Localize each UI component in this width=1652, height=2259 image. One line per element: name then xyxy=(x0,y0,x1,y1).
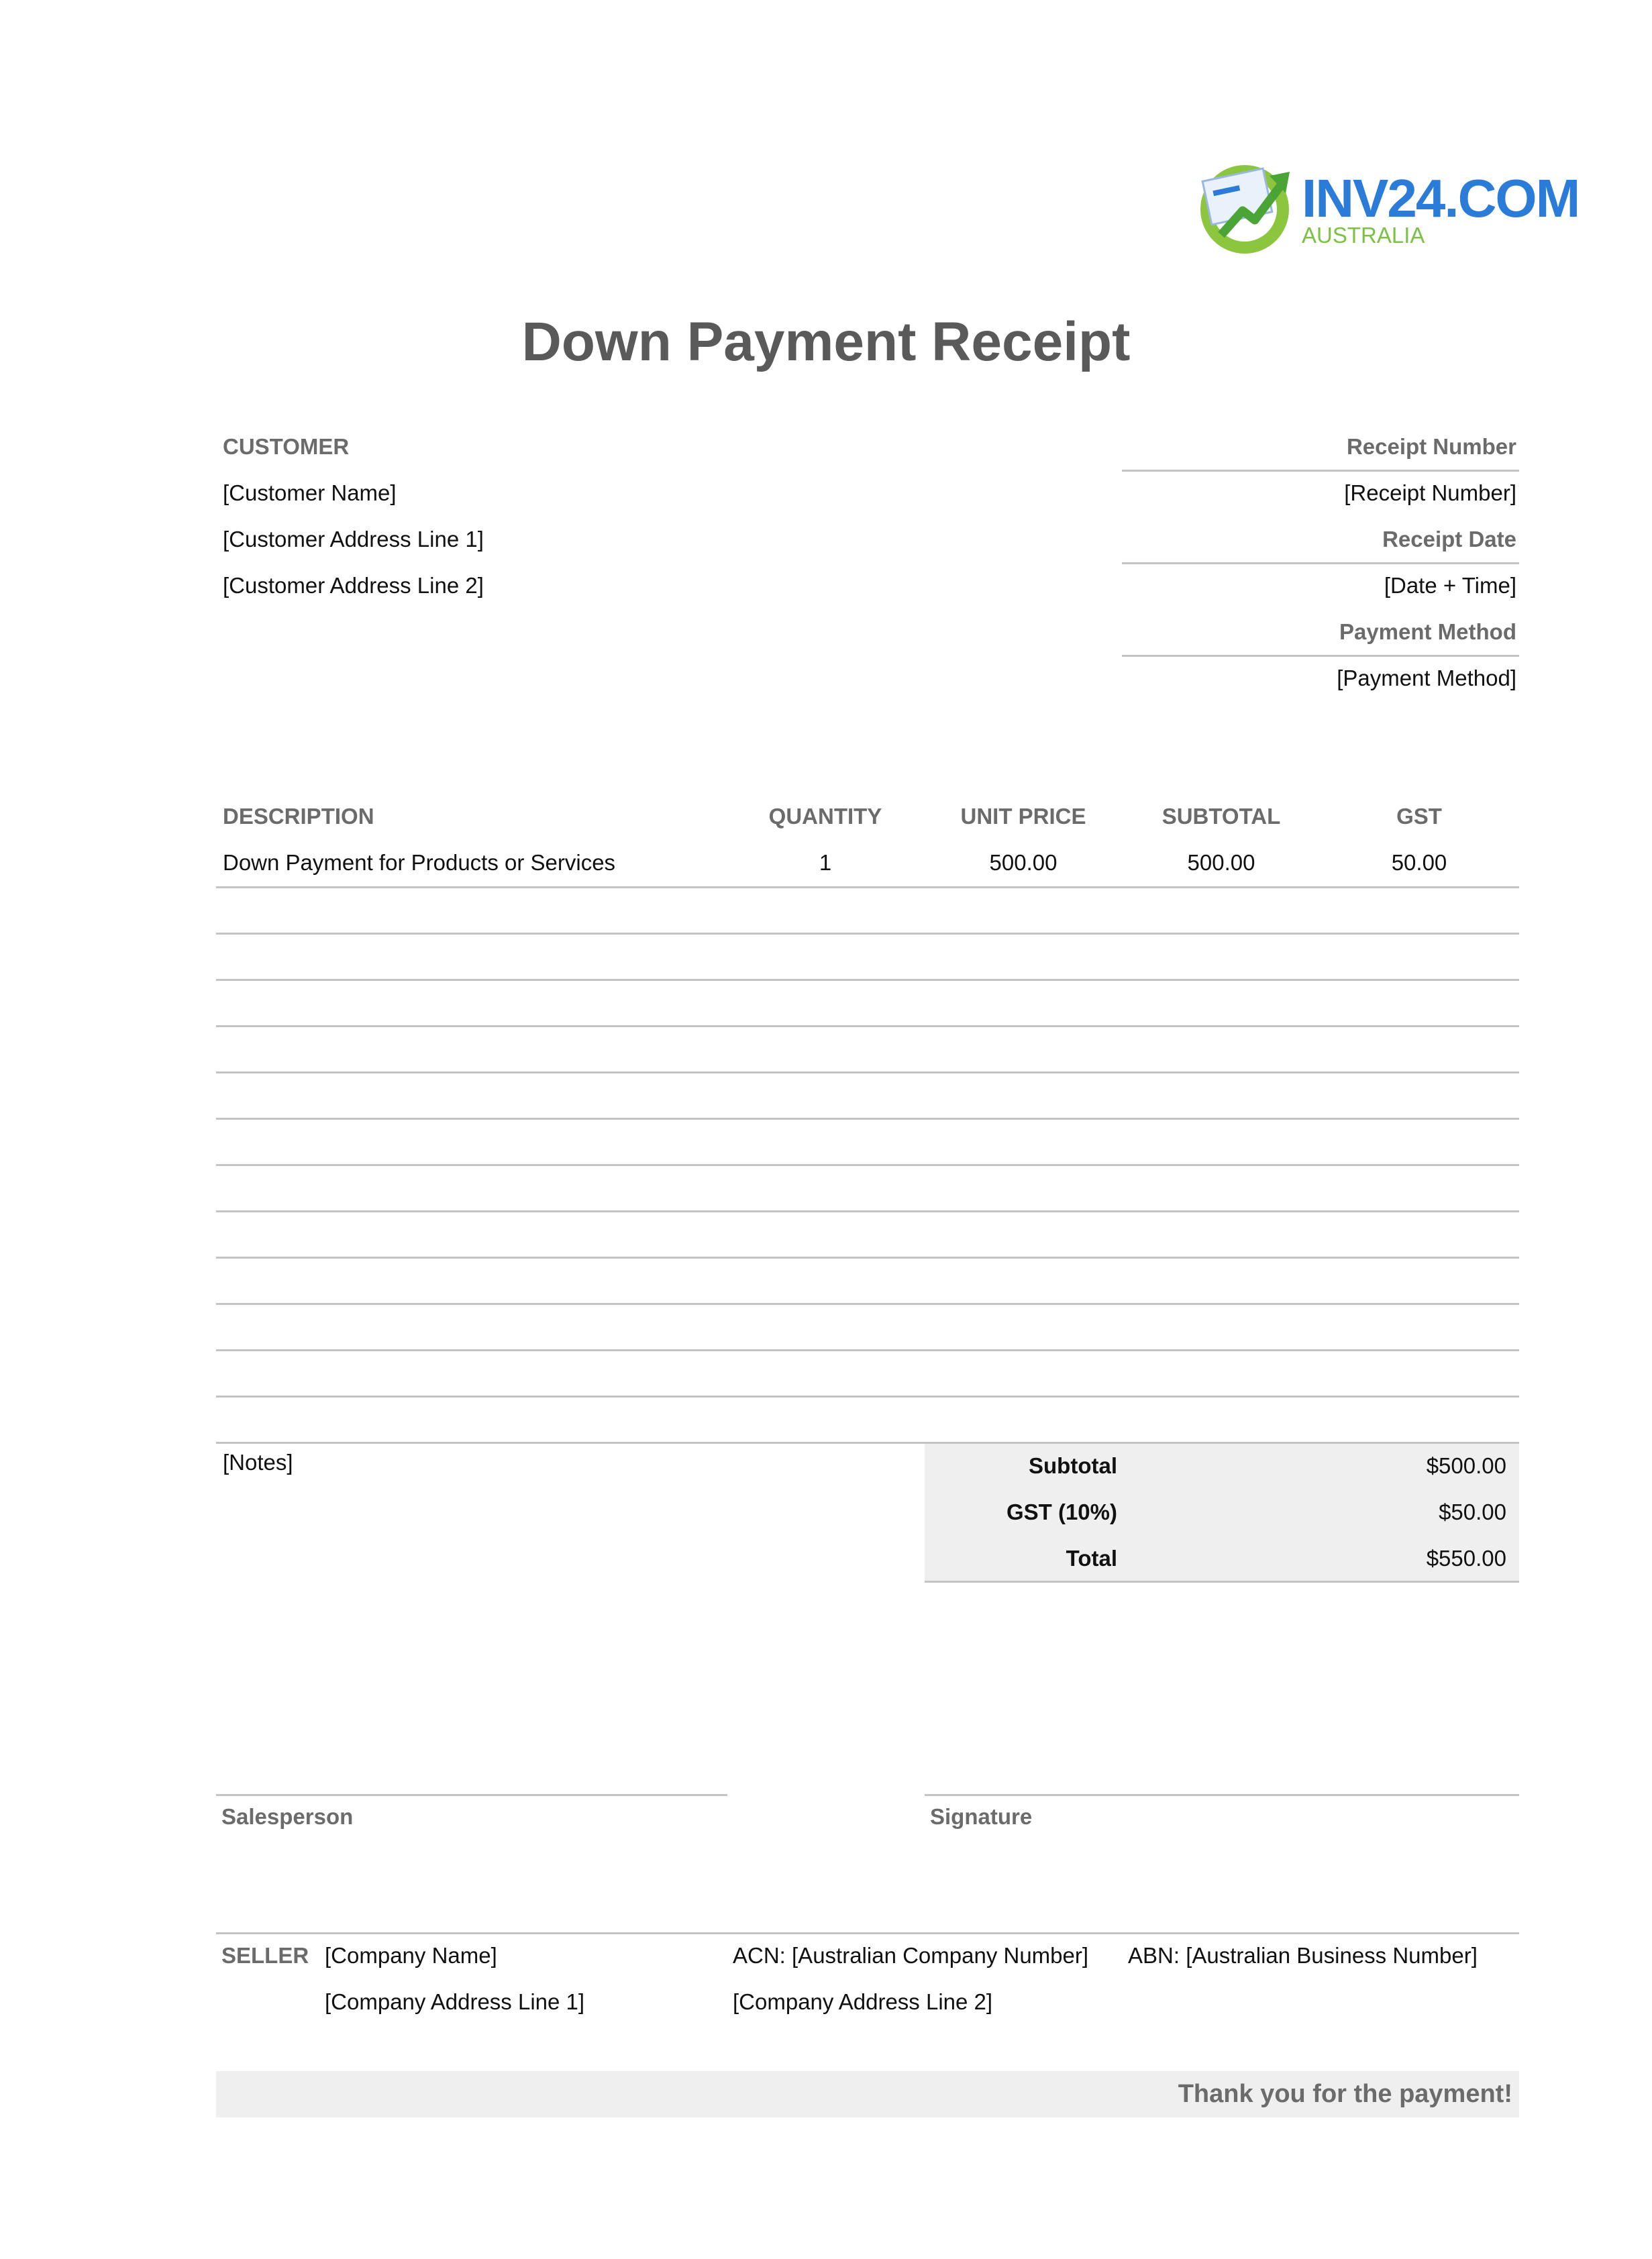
salesperson-label: Salesperson xyxy=(221,1804,354,1829)
row-divider xyxy=(216,1396,1519,1398)
payment-method-label: Payment Method xyxy=(1339,619,1516,644)
company-address-line-1: [Company Address Line 1] xyxy=(325,1989,585,2014)
signature-line xyxy=(925,1794,1519,1796)
page-title: Down Payment Receipt xyxy=(521,311,1131,372)
row-divider xyxy=(216,933,1519,935)
customer-heading: CUSTOMER xyxy=(223,434,350,459)
notes: [Notes] xyxy=(223,1450,293,1475)
row-subtotal: 500.00 xyxy=(1187,850,1255,875)
company-address-line-2: [Company Address Line 2] xyxy=(733,1989,993,2014)
row-divider xyxy=(216,886,1519,888)
column-header-description: DESCRIPTION xyxy=(223,804,374,829)
row-divider xyxy=(216,1257,1519,1259)
thank-you-message: Thank you for the payment! xyxy=(1178,2080,1512,2108)
total-label: Total xyxy=(1066,1546,1117,1571)
receipt-date-label: Receipt Date xyxy=(1382,527,1516,551)
payment-method-value: [Payment Method] xyxy=(1337,666,1516,690)
receipt-number-label: Receipt Number xyxy=(1346,434,1516,459)
logo-icon xyxy=(1194,156,1295,256)
logo-brand: INV24.COM xyxy=(1302,168,1580,228)
column-header-gst: GST xyxy=(1396,804,1442,829)
customer-address-line-1: [Customer Address Line 1] xyxy=(223,527,484,551)
column-header-quantity: QUANTITY xyxy=(768,804,882,829)
row-divider xyxy=(216,1071,1519,1073)
totals-divider xyxy=(925,1581,1519,1583)
signature-label: Signature xyxy=(930,1804,1033,1829)
gst-label: GST (10%) xyxy=(1006,1500,1117,1524)
divider xyxy=(1122,470,1519,472)
row-divider xyxy=(216,1210,1519,1212)
divider xyxy=(1122,562,1519,564)
customer-name: [Customer Name] xyxy=(223,480,397,505)
column-header-unit-price: UNIT PRICE xyxy=(960,804,1086,829)
company-abn: ABN: [Australian Business Number] xyxy=(1128,1943,1478,1968)
row-description: Down Payment for Products or Services xyxy=(223,850,616,875)
divider xyxy=(1122,655,1519,657)
row-unit-price: 500.00 xyxy=(989,850,1057,875)
receipt-date-value: [Date + Time] xyxy=(1384,573,1516,598)
row-divider xyxy=(216,1349,1519,1351)
row-divider xyxy=(216,1025,1519,1027)
seller-heading: SELLER xyxy=(221,1943,309,1968)
customer-address-line-2: [Customer Address Line 2] xyxy=(223,573,484,598)
receipt-number-value: [Receipt Number] xyxy=(1344,480,1516,505)
subtotal-value: $500.00 xyxy=(1426,1453,1506,1478)
total-value: $550.00 xyxy=(1426,1546,1506,1571)
row-divider xyxy=(216,1118,1519,1120)
subtotal-label: Subtotal xyxy=(1029,1453,1117,1478)
row-divider xyxy=(216,979,1519,981)
gst-value: $50.00 xyxy=(1439,1500,1506,1524)
row-gst: 50.00 xyxy=(1391,850,1447,875)
logo-region: AUSTRALIA xyxy=(1302,223,1425,248)
company-logo xyxy=(1194,156,1580,256)
company-acn: ACN: [Australian Company Number] xyxy=(733,1943,1089,1968)
column-header-subtotal: SUBTOTAL xyxy=(1161,804,1281,829)
row-quantity: 1 xyxy=(819,850,832,875)
salesperson-line xyxy=(216,1794,727,1796)
seller-divider xyxy=(216,1932,1519,1934)
company-name: [Company Name] xyxy=(325,1943,497,1968)
row-divider xyxy=(216,1164,1519,1166)
row-divider xyxy=(216,1303,1519,1305)
